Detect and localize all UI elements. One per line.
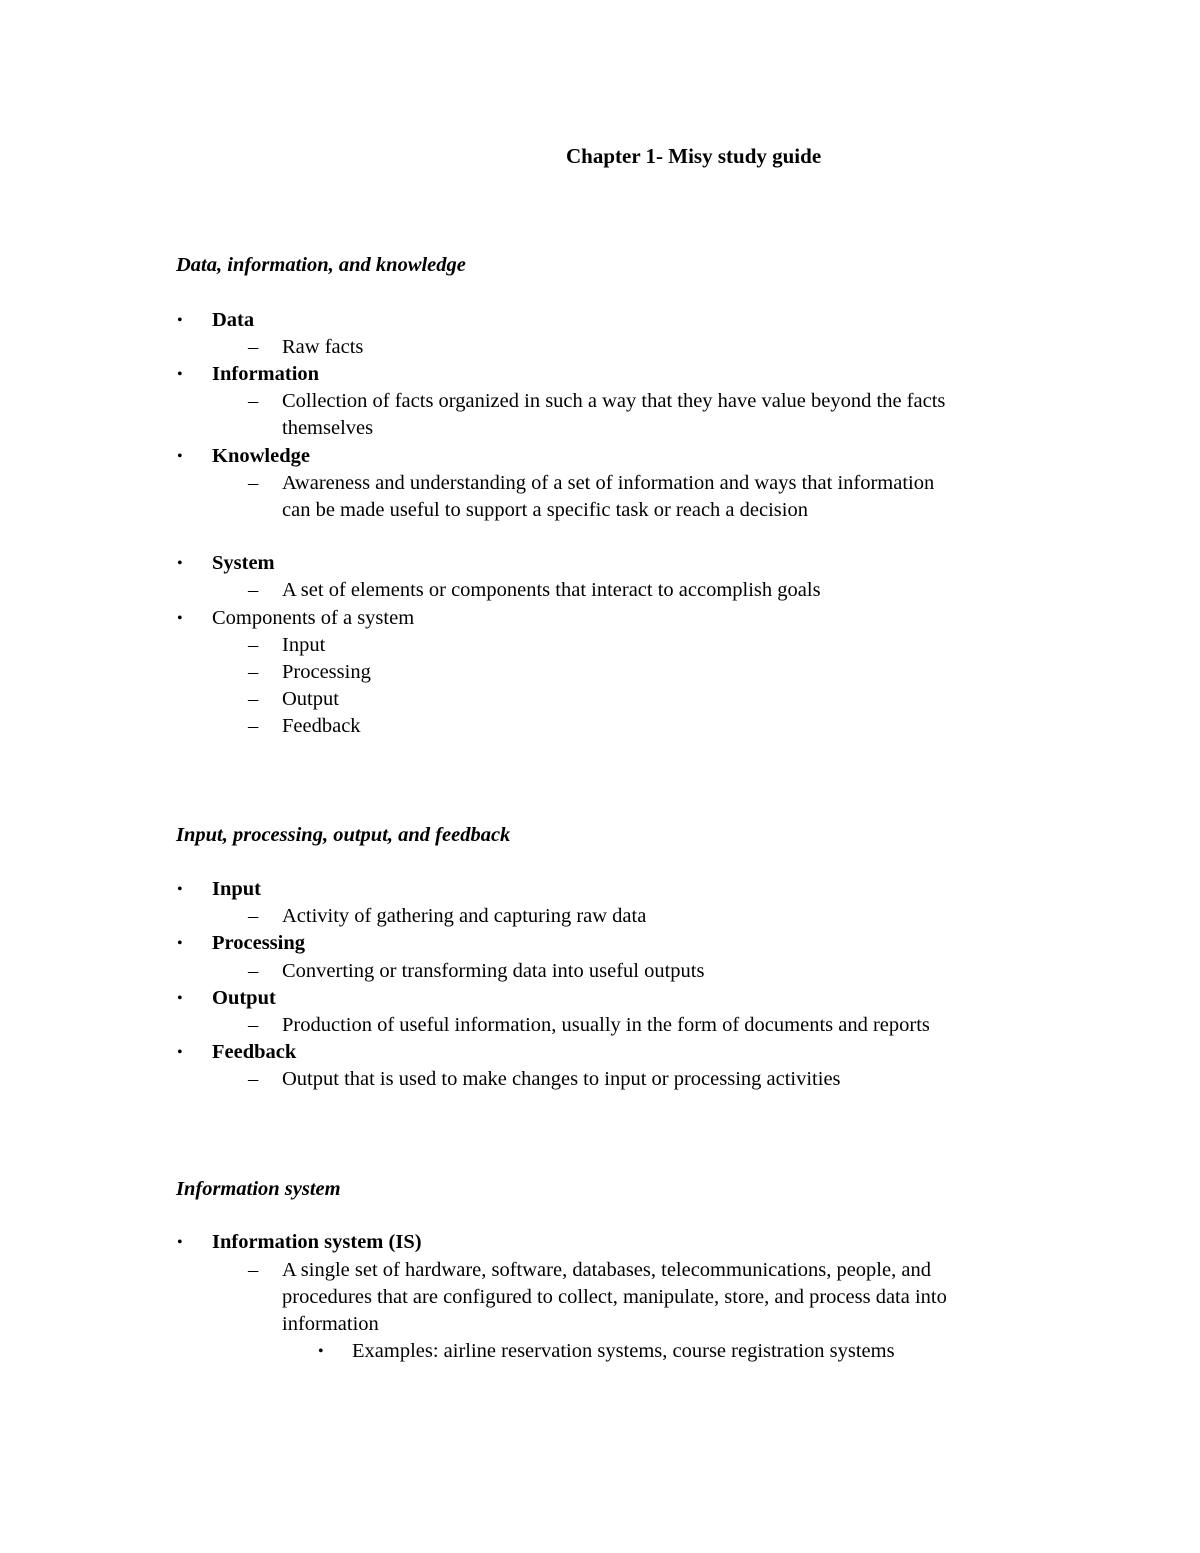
dash-icon: – (248, 1068, 259, 1090)
section-heading: Information system (176, 1178, 341, 1200)
dash-icon: – (248, 960, 259, 982)
bullet-icon: • (177, 990, 183, 1007)
definition: A single set of hardware, software, databases, telecommunications, people, and (282, 1259, 931, 1281)
list-item: Input (282, 634, 326, 656)
definition: Production of useful information, usually in the form of documents and reports (282, 1014, 930, 1036)
term: System (212, 552, 275, 574)
bullet-icon: • (177, 610, 183, 627)
definition: Raw facts (282, 336, 364, 358)
bullet-icon: • (177, 366, 183, 383)
term: Feedback (212, 1041, 297, 1063)
section-heading: Input, processing, output, and feedback (176, 824, 511, 846)
term: Output (212, 987, 276, 1009)
term: Information system (IS) (212, 1231, 422, 1253)
dash-icon: – (248, 634, 259, 656)
dash-icon: – (248, 336, 259, 358)
dash-icon: – (248, 661, 259, 683)
definition: Collection of facts organized in such a way that they have value beyond the facts (282, 390, 946, 412)
term: Knowledge (212, 445, 310, 467)
list-item: Processing (282, 661, 371, 683)
bullet-icon: • (177, 448, 183, 465)
dash-icon: – (248, 1014, 259, 1036)
section-heading: Data, information, and knowledge (176, 254, 466, 276)
term: Input (212, 878, 262, 900)
definition-continued: information (282, 1313, 379, 1335)
list-item: Feedback (282, 715, 361, 737)
definition: Converting or transforming data into useful outputs (282, 960, 705, 982)
bullet-icon: • (177, 1044, 183, 1061)
definition-continued: can be made useful to support a specific task or reach a decision (282, 499, 808, 521)
definition-continued: themselves (282, 417, 374, 439)
definition: Output that is used to make changes to input or processing activities (282, 1068, 841, 1090)
dash-icon: – (248, 390, 259, 412)
term: Components of a system (212, 607, 415, 629)
definition: A set of elements or components that interact to accomplish goals (282, 579, 821, 601)
list-item: Output (282, 688, 339, 710)
definition: Activity of gathering and capturing raw data (282, 905, 647, 927)
bullet-icon: • (177, 555, 183, 572)
dash-icon: – (248, 1259, 259, 1281)
example-text: Examples: airline reservation systems, course registration systems (352, 1340, 895, 1362)
dash-icon: – (248, 472, 259, 494)
term: Information (212, 363, 320, 385)
bullet-icon: • (177, 881, 183, 898)
dash-icon: – (248, 688, 259, 710)
bullet-icon: • (318, 1343, 324, 1360)
definition: Awareness and understanding of a set of information and ways that information (282, 472, 935, 494)
term: Processing (212, 932, 306, 954)
bullet-icon: • (177, 312, 183, 329)
page-title: Chapter 1- Misy study guide (566, 144, 822, 168)
bullet-icon: • (177, 1234, 183, 1251)
definition-continued: procedures that are configured to collect, manipulate, store, and process data into (282, 1286, 947, 1308)
dash-icon: – (248, 715, 259, 737)
bullet-icon: • (177, 935, 183, 952)
dash-icon: – (248, 905, 259, 927)
dash-icon: – (248, 579, 259, 601)
term: Data (212, 309, 255, 331)
